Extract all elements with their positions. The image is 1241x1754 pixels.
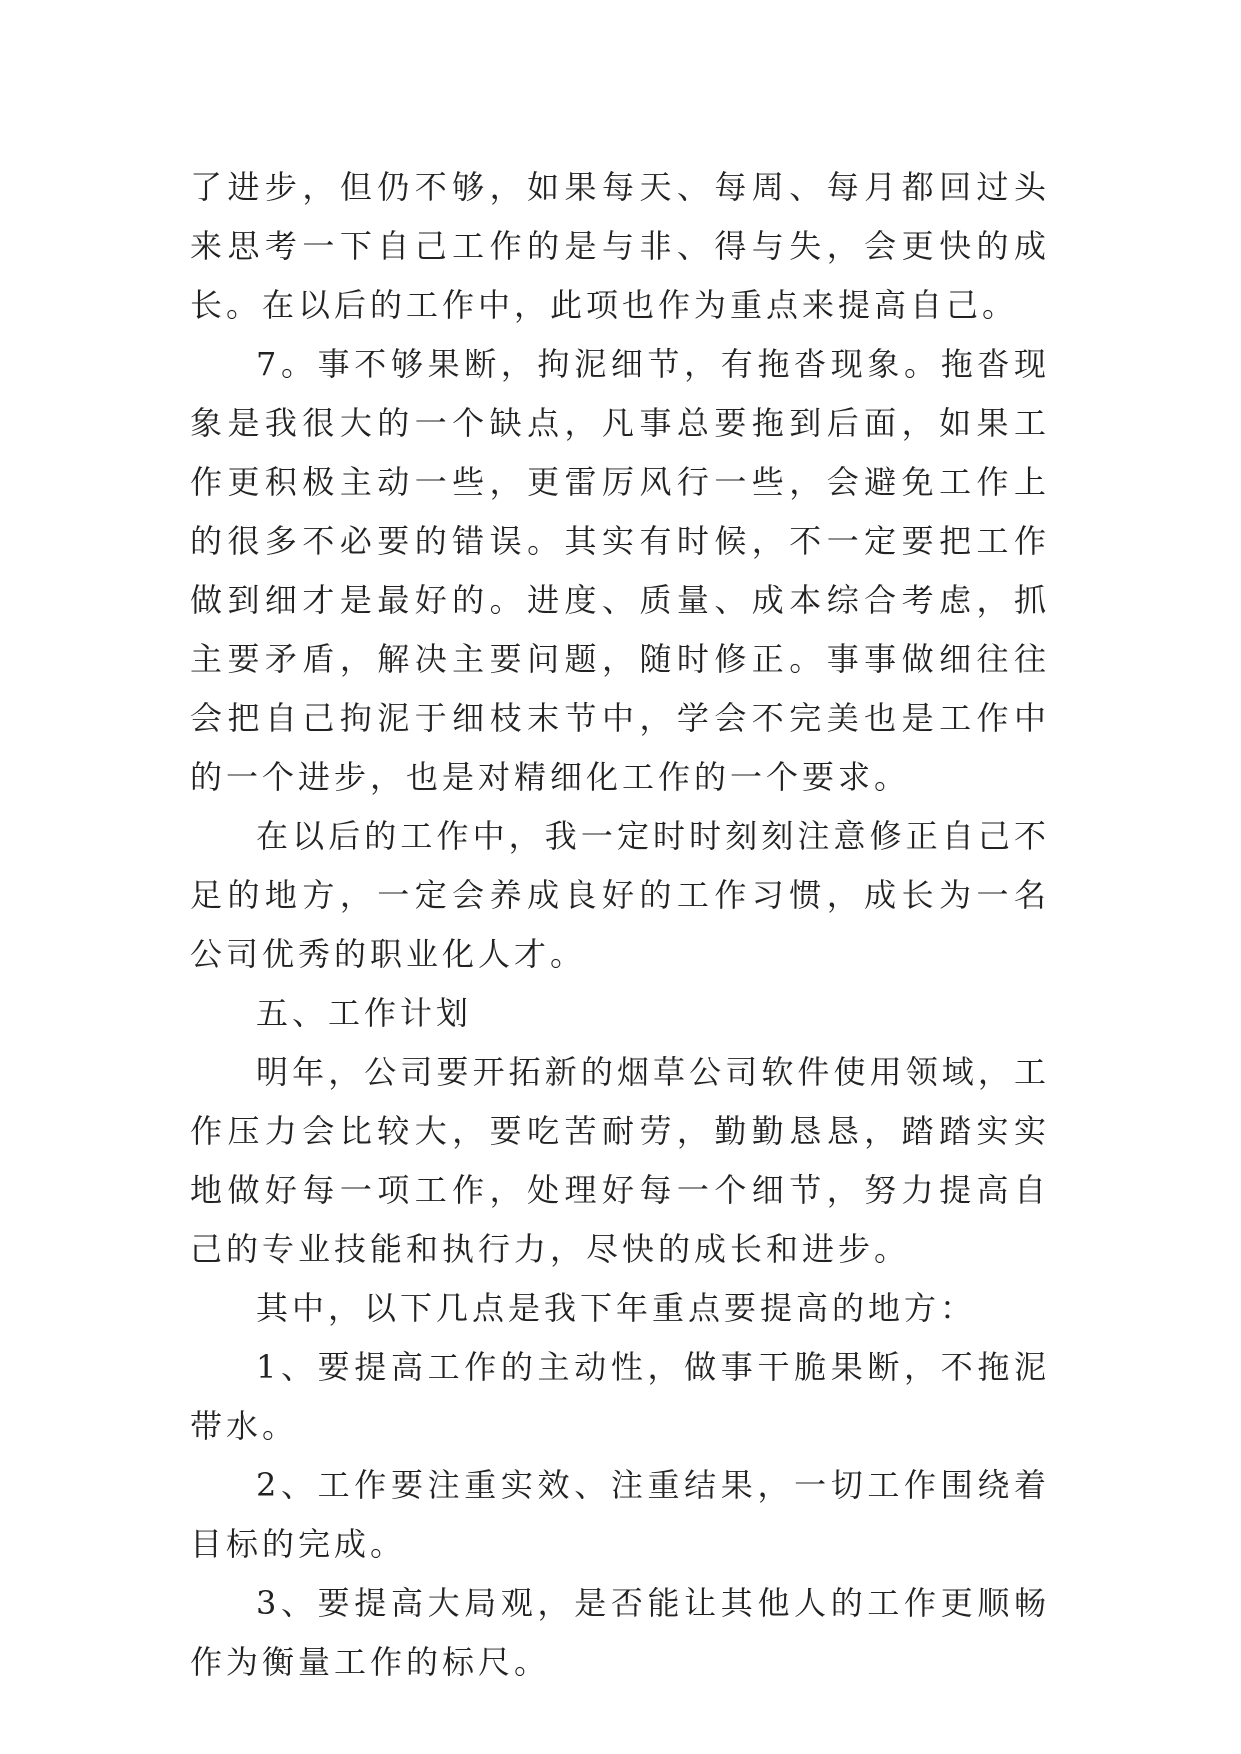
- list-item-3: 3、要提高大局观，是否能让其他人的工作更顺畅作为衡量工作的标尺。: [190, 1584, 1050, 1681]
- document-body: [190, 158, 1050, 1692]
- paragraph-key-points-intro: 其中，以下几点是我下年重点要提高的地方：: [256, 1289, 977, 1327]
- paragraph-continuation: 了进步，但仍不够，如果每天、每周、每月都回过头来思考一下自己工作的是与非、得与失，会更快的成长。在以后的工作中，此项也作为重点来提高自己。: [190, 168, 1050, 324]
- section-heading-work-plan: 五、工作计划: [256, 994, 473, 1032]
- paragraph-next-year: 明年，公司要开拓新的烟草公司软件使用领域，工作压力会比较大，要吃苦耐劳，勤勤恳恳，踏踏实实地做好每一项工作，处理好每一个细节，努力提高自己的专业技能和执行力，尽快的成长和进步。: [190, 1053, 1050, 1268]
- paragraph-future-work: 在以后的工作中，我一定时时刻刻注意修正自己不足的地方，一定会养成良好的工作习惯，成长为一名公司优秀的职业化人才。: [190, 817, 1050, 973]
- paragraph-item-7: 7。事不够果断，拘泥细节，有拖沓现象。拖沓现象是我很大的一个缺点，凡事总要拖到后面，如果工作更积极主动一些，更雷厉风行一些，会避免工作上的很多不必要的错误。其实有时候，不一定要把工作做到细才是最好的。进度、质量、成本综合考虑，抓主要矛盾，解决主要问题，随时修正。事事做细往往会把自己拘泥于细枝末节中，学会不完美也是工作中的一个进步，也是对精细化工作的一个要求。: [190, 345, 1050, 796]
- list-item-2: 2、工作要注重实效、注重结果，一切工作围绕着目标的完成。: [190, 1466, 1050, 1563]
- list-item-1: 1、要提高工作的主动性，做事干脆果断，不拖泥带水。: [190, 1348, 1050, 1445]
